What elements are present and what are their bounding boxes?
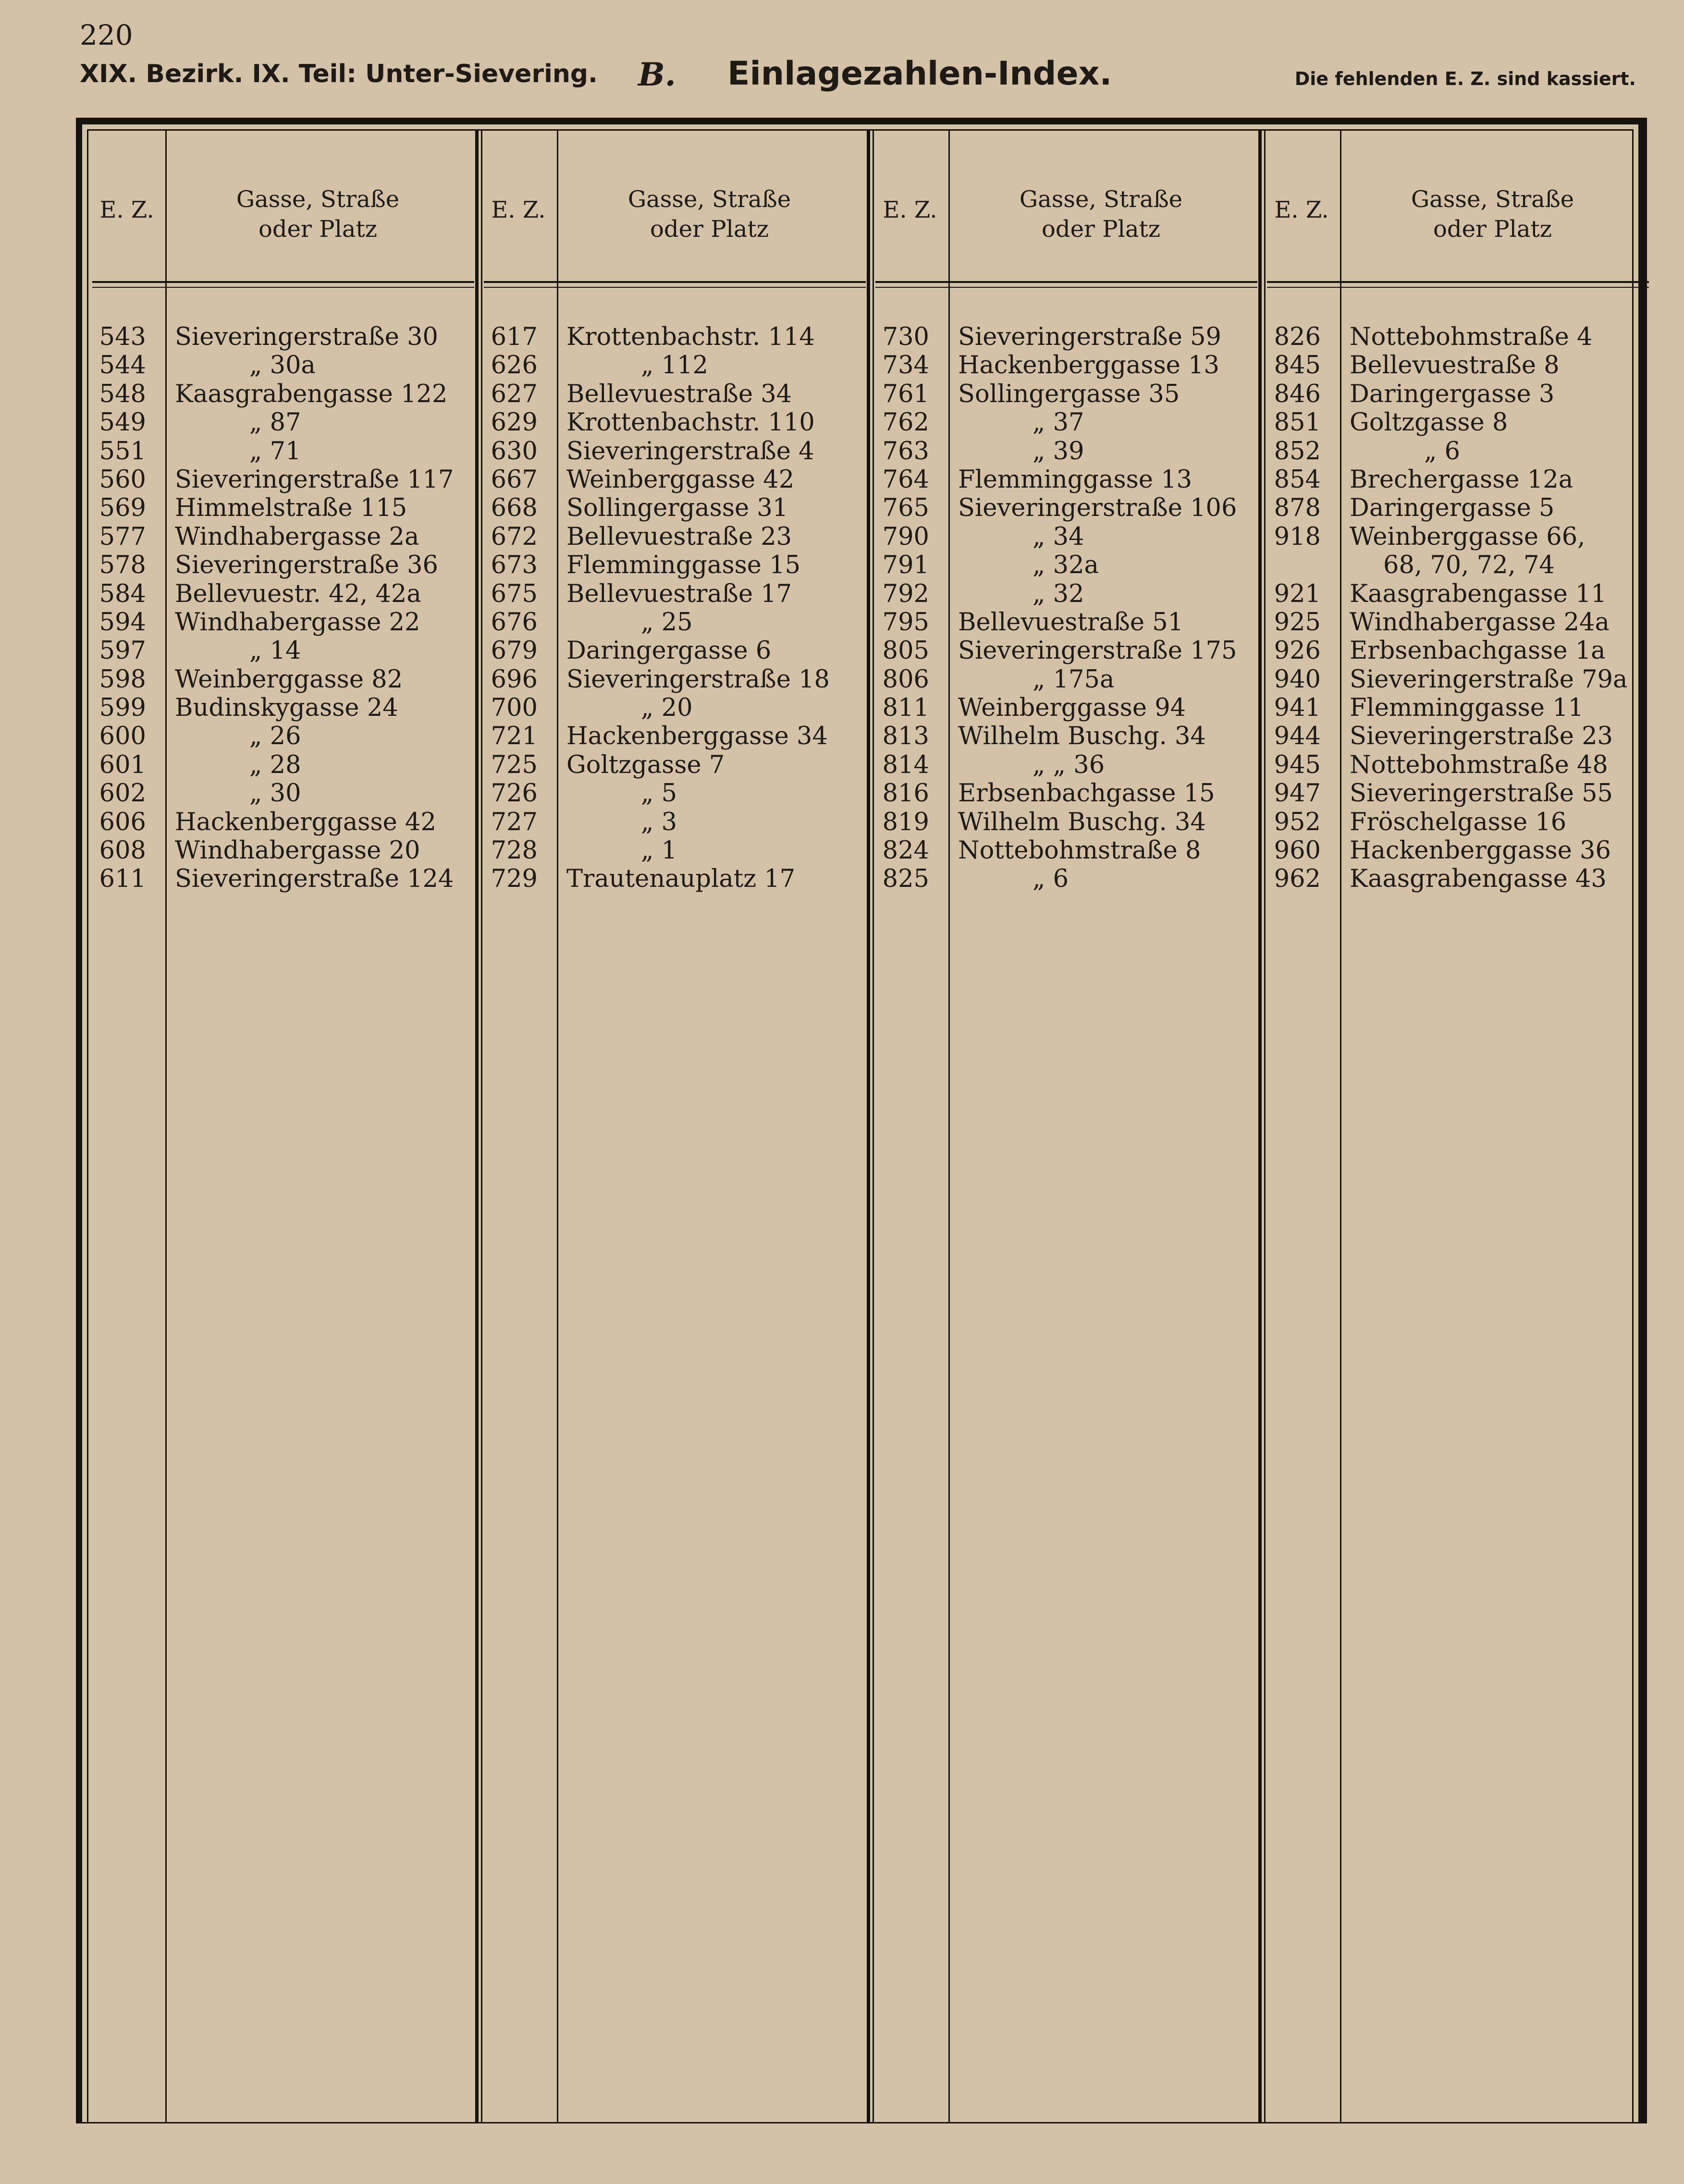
- street-address: Flemminggasse 11: [1350, 694, 1584, 723]
- street-address: Sieveringerstraße 4: [566, 437, 814, 466]
- table-row: [88, 466, 480, 494]
- table-row: [88, 551, 480, 579]
- street-address: Brechergasse 12a: [1350, 465, 1573, 494]
- street-address: „ „ 36: [1033, 750, 1105, 779]
- table-row: [872, 751, 1263, 779]
- table-row: [88, 437, 480, 466]
- street-address: „ 39: [1033, 437, 1084, 466]
- street-address: „ 28: [249, 750, 301, 779]
- street-address: „ 6: [1424, 437, 1461, 466]
- street-address: Bellevuestr. 42, 42a: [175, 579, 421, 608]
- street-address: Bellevuestraße 8: [1350, 351, 1560, 380]
- table-row: [872, 722, 1263, 750]
- entry-number: 600: [99, 722, 146, 751]
- street-address: Windhabergasse 22: [175, 608, 420, 637]
- street-address: Krottenbachstr. 114: [566, 323, 815, 351]
- street-address: „ 87: [249, 408, 301, 437]
- street-address: Hackenberggasse 42: [175, 808, 436, 836]
- table-row: [480, 608, 872, 637]
- street-address: Sollingergasse 31: [566, 494, 788, 523]
- street-address: Hackenberggasse 36: [1350, 836, 1611, 865]
- entry-number: 584: [99, 579, 146, 608]
- entry-number: 608: [99, 836, 146, 865]
- table-row: [480, 751, 872, 779]
- table-row: [1263, 722, 1655, 750]
- street-address: „ 3: [641, 808, 677, 836]
- table-row: [1263, 437, 1655, 466]
- index-column-group: [872, 131, 1263, 2122]
- entry-number: 629: [491, 408, 538, 437]
- table-row: [1263, 665, 1655, 694]
- table-row: [88, 380, 480, 408]
- entry-number: 790: [882, 522, 929, 551]
- street-address: Sieveringerstraße 36: [175, 551, 438, 580]
- entry-number: 679: [491, 637, 538, 665]
- table-row: [480, 580, 872, 608]
- entry-number: 805: [882, 637, 929, 665]
- table-row: [872, 836, 1263, 865]
- table-row: [872, 665, 1263, 694]
- street-address: Kaasgrabengasse 11: [1350, 579, 1607, 608]
- entry-number: 944: [1274, 722, 1321, 751]
- entry-number: 549: [99, 408, 146, 437]
- table-row: [1263, 779, 1655, 808]
- entry-number: 734: [882, 351, 929, 380]
- table-row: [1263, 466, 1655, 494]
- entry-number: 762: [882, 408, 929, 437]
- street-address: Bellevuestraße 17: [566, 579, 792, 608]
- entry-number: 700: [491, 694, 538, 723]
- table-row: [1263, 836, 1655, 865]
- table-row: [88, 323, 480, 351]
- entry-number: 599: [99, 694, 146, 723]
- table-row: [88, 751, 480, 779]
- street-address: Kaasgrabengasse 122: [175, 380, 448, 408]
- table-row: [480, 551, 872, 579]
- street-address: Budinskygasse 24: [175, 694, 398, 723]
- table-row: [872, 494, 1263, 522]
- table-row: [88, 865, 480, 893]
- table-row: [1263, 637, 1655, 665]
- entry-number: 947: [1274, 779, 1321, 808]
- table-row: [480, 694, 872, 722]
- street-address: 68, 70, 72, 74: [1383, 551, 1555, 580]
- street-address: „ 32: [1033, 579, 1084, 608]
- street-address: Himmelstraße 115: [175, 494, 407, 523]
- entry-number: 725: [491, 750, 538, 779]
- street-address: Sieveringerstraße 117: [175, 465, 454, 494]
- entry-number: 696: [491, 665, 538, 694]
- street-address: „ 175a: [1033, 665, 1115, 694]
- street-header-line-2: oder Platz: [1433, 216, 1552, 243]
- entry-number: 925: [1274, 608, 1321, 637]
- entry-number: 826: [1274, 323, 1321, 351]
- table-row: [872, 779, 1263, 808]
- entry-number: 941: [1274, 694, 1321, 723]
- street-column-header: [958, 184, 1244, 244]
- street-header-line-2: oder Platz: [258, 216, 378, 243]
- entry-number: 960: [1274, 836, 1321, 865]
- table-row: [480, 437, 872, 466]
- entry-number: 763: [882, 437, 929, 466]
- entry-number: 825: [882, 865, 929, 894]
- table-row: [1263, 408, 1655, 437]
- table-row: [1263, 551, 1655, 579]
- table-row: [480, 323, 872, 351]
- table-row: [480, 722, 872, 750]
- entry-number: 726: [491, 779, 538, 808]
- entry-number: 721: [491, 722, 538, 751]
- street-address: Sieveringerstraße 18: [566, 665, 830, 694]
- table-row: [480, 380, 872, 408]
- entry-number: 594: [99, 608, 146, 637]
- entry-number: 548: [99, 380, 146, 408]
- table-row: [1263, 694, 1655, 722]
- entry-number: 792: [882, 579, 929, 608]
- table-row: [1263, 580, 1655, 608]
- entry-number: 945: [1274, 750, 1321, 779]
- table-row: [872, 466, 1263, 494]
- street-address: Sieveringerstraße 55: [1350, 779, 1613, 808]
- street-address: Erbsenbachgasse 1a: [1350, 637, 1606, 665]
- street-address: „ 25: [641, 608, 693, 637]
- entry-number: 560: [99, 465, 146, 494]
- entry-number: 819: [882, 808, 929, 836]
- table-row: [480, 351, 872, 380]
- table-row: [872, 637, 1263, 665]
- index-column-group: [1263, 131, 1655, 2122]
- entry-number: 795: [882, 608, 929, 637]
- street-address: Weinberggasse 42: [566, 465, 795, 494]
- page-number: 220: [80, 19, 133, 51]
- table-row: [88, 608, 480, 637]
- street-address: Nottebohmstraße 8: [958, 836, 1201, 865]
- table-row: [480, 523, 872, 551]
- street-address: „ 20: [641, 694, 693, 723]
- street-address: Krottenbachstr. 110: [566, 408, 815, 437]
- entry-number: 791: [882, 551, 929, 580]
- street-address: Fröschelgasse 16: [1350, 808, 1567, 836]
- street-address: „ 71: [249, 437, 301, 466]
- table-row: [872, 351, 1263, 380]
- table-row: [88, 408, 480, 437]
- street-address: „ 14: [249, 637, 301, 665]
- street-address: Sieveringerstraße 23: [1350, 722, 1613, 751]
- table-row: [872, 437, 1263, 466]
- entry-number: 921: [1274, 579, 1321, 608]
- street-address: Sieveringerstraße 59: [958, 323, 1221, 351]
- entry-number: 852: [1274, 437, 1321, 466]
- street-header-line-2: oder Platz: [1041, 216, 1161, 243]
- entry-number: 854: [1274, 465, 1321, 494]
- street-address: Wilhelm Buschg. 34: [958, 808, 1206, 836]
- index-table: [76, 118, 1647, 2123]
- table-row: [480, 865, 872, 893]
- table-row: [1263, 523, 1655, 551]
- street-address: Daringergasse 5: [1350, 494, 1555, 523]
- entry-number: 727: [491, 808, 538, 836]
- street-address: Bellevuestraße 34: [566, 380, 792, 408]
- table-row: [88, 694, 480, 722]
- table-row: [1263, 351, 1655, 380]
- street-address: Daringergasse 6: [566, 637, 772, 665]
- table-row: [872, 523, 1263, 551]
- table-row: [88, 494, 480, 522]
- entry-number: 764: [882, 465, 929, 494]
- street-address: Erbsenbachgasse 15: [958, 779, 1215, 808]
- entry-number: 729: [491, 865, 538, 894]
- street-address: „ 32a: [1033, 551, 1099, 580]
- table-row: [88, 665, 480, 694]
- street-address: Sieveringerstraße 175: [958, 637, 1237, 665]
- entry-number: 578: [99, 551, 146, 580]
- table-row: [88, 637, 480, 665]
- entry-number: 918: [1274, 522, 1321, 551]
- table-row: [480, 779, 872, 808]
- street-address: Sieveringerstraße 124: [175, 865, 454, 894]
- entry-number: 765: [882, 494, 929, 523]
- street-address: „ 5: [641, 779, 677, 808]
- entry-number: 730: [882, 323, 929, 351]
- entry-number: 601: [99, 750, 146, 779]
- street-address: „ 26: [249, 722, 301, 751]
- street-address: Windhabergasse 2a: [175, 522, 419, 551]
- entry-number: 544: [99, 351, 146, 380]
- street-address: „ 30: [249, 779, 301, 808]
- table-row: [1263, 751, 1655, 779]
- index-title: Einlagezahlen-Index.: [727, 55, 1112, 93]
- table-row: [480, 808, 872, 836]
- table-row: [480, 494, 872, 522]
- table-row: [1263, 323, 1655, 351]
- table-row: [872, 608, 1263, 637]
- entry-number: 673: [491, 551, 538, 580]
- street-address: „ 37: [1033, 408, 1084, 437]
- table-row: [88, 580, 480, 608]
- table-row: [88, 836, 480, 865]
- index-column-group: [480, 131, 872, 2122]
- entry-number: 667: [491, 465, 538, 494]
- entry-number: 846: [1274, 380, 1321, 408]
- table-row: [872, 323, 1263, 351]
- entry-number: 602: [99, 779, 146, 808]
- street-address: Trautenauplatz 17: [566, 865, 796, 894]
- entry-number: 617: [491, 323, 538, 351]
- entry-number: 845: [1274, 351, 1321, 380]
- street-address: Flemminggasse 15: [566, 551, 801, 580]
- entry-number: 675: [491, 579, 538, 608]
- ez-column-header: E. Z.: [99, 196, 154, 223]
- entry-number: 814: [882, 750, 929, 779]
- entry-number: 672: [491, 522, 538, 551]
- street-header-line-1: Gasse, Straße: [1411, 186, 1574, 213]
- street-address: Bellevuestraße 23: [566, 522, 792, 551]
- street-address: Goltzgasse 7: [566, 750, 725, 779]
- entry-number: 962: [1274, 865, 1321, 894]
- ez-column-header: E. Z.: [883, 196, 937, 223]
- entry-number: 627: [491, 380, 538, 408]
- street-column-header: [566, 184, 852, 244]
- index-column-group: [88, 131, 480, 2122]
- table-row: [1263, 865, 1655, 893]
- entry-number: 811: [882, 694, 929, 723]
- street-address: Sieveringerstraße 30: [175, 323, 438, 351]
- table-row: [88, 351, 480, 380]
- table-row: [1263, 380, 1655, 408]
- entry-number: 824: [882, 836, 929, 865]
- entry-number: 851: [1274, 408, 1321, 437]
- street-address: Hackenberggasse 34: [566, 722, 828, 751]
- table-row: [872, 808, 1263, 836]
- missing-entries-note: Die fehlenden E. Z. sind kassiert.: [1294, 68, 1636, 89]
- entry-number: 816: [882, 779, 929, 808]
- street-address: „ 1: [641, 836, 677, 865]
- table-row: [1263, 808, 1655, 836]
- entry-number: 926: [1274, 637, 1321, 665]
- street-address: Kaasgrabengasse 43: [1350, 865, 1607, 894]
- street-address: Sieveringerstraße 106: [958, 494, 1237, 523]
- entry-number: 630: [491, 437, 538, 466]
- street-address: Bellevuestraße 51: [958, 608, 1184, 637]
- entry-number: 878: [1274, 494, 1321, 523]
- table-row: [480, 665, 872, 694]
- street-address: Windhabergasse 20: [175, 836, 420, 865]
- entry-number: 676: [491, 608, 538, 637]
- street-address: Weinberggasse 66,: [1350, 522, 1586, 551]
- table-row: [88, 523, 480, 551]
- street-address: Sollingergasse 35: [958, 380, 1180, 408]
- table-row: [872, 694, 1263, 722]
- street-header-line-1: Gasse, Straße: [236, 186, 400, 213]
- entry-number: 940: [1274, 665, 1321, 694]
- street-address: Daringergasse 3: [1350, 380, 1555, 408]
- table-row: [872, 408, 1263, 437]
- street-address: „ 112: [641, 351, 708, 380]
- table-row: [480, 836, 872, 865]
- district-heading: XIX. Bezirk. IX. Teil: Unter-Sievering.: [80, 60, 598, 88]
- street-address: „ 30a: [249, 351, 316, 380]
- section-letter: B.: [638, 56, 676, 93]
- table-row: [1263, 494, 1655, 522]
- entry-number: 611: [99, 865, 146, 894]
- table-row: [872, 380, 1263, 408]
- street-column-header: [175, 184, 461, 244]
- street-header-line-2: oder Platz: [650, 216, 769, 243]
- table-row: [88, 808, 480, 836]
- entry-number: 597: [99, 637, 146, 665]
- table-row: [480, 637, 872, 665]
- ez-column-header: E. Z.: [491, 196, 546, 223]
- table-row: [872, 865, 1263, 893]
- entry-number: 728: [491, 836, 538, 865]
- street-address: Flemminggasse 13: [958, 465, 1192, 494]
- entry-number: 761: [882, 380, 929, 408]
- entry-number: 626: [491, 351, 538, 380]
- street-address: „ 34: [1033, 522, 1084, 551]
- entry-number: 813: [882, 722, 929, 751]
- street-address: „ 6: [1033, 865, 1069, 894]
- table-row: [480, 466, 872, 494]
- table-row: [1263, 608, 1655, 637]
- street-column-header: [1350, 184, 1635, 244]
- entry-number: 806: [882, 665, 929, 694]
- street-address: Weinberggasse 94: [958, 694, 1186, 723]
- street-address: Windhabergasse 24a: [1350, 608, 1610, 637]
- street-address: Nottebohmstraße 48: [1350, 750, 1608, 779]
- street-address: Hackenberggasse 13: [958, 351, 1219, 380]
- table-row: [872, 551, 1263, 579]
- table-row: [872, 580, 1263, 608]
- street-address: Weinberggasse 82: [175, 665, 403, 694]
- entry-number: 606: [99, 808, 146, 836]
- table-row: [480, 408, 872, 437]
- table-row: [88, 779, 480, 808]
- entry-number: 598: [99, 665, 146, 694]
- street-address: Wilhelm Buschg. 34: [958, 722, 1206, 751]
- street-header-line-1: Gasse, Straße: [627, 186, 791, 213]
- street-address: Goltzgasse 8: [1350, 408, 1508, 437]
- street-header-line-1: Gasse, Straße: [1019, 186, 1183, 213]
- index-table-inner: [87, 129, 1634, 2122]
- entry-number: 543: [99, 323, 146, 351]
- entry-number: 577: [99, 522, 146, 551]
- entry-number: 668: [491, 494, 538, 523]
- street-address: Nottebohmstraße 4: [1350, 323, 1593, 351]
- table-row: [88, 722, 480, 750]
- entry-number: 551: [99, 437, 146, 466]
- entry-number: 569: [99, 494, 146, 523]
- ez-column-header: E. Z.: [1274, 196, 1329, 223]
- entry-number: 952: [1274, 808, 1321, 836]
- street-address: Sieveringerstraße 79a: [1350, 665, 1628, 694]
